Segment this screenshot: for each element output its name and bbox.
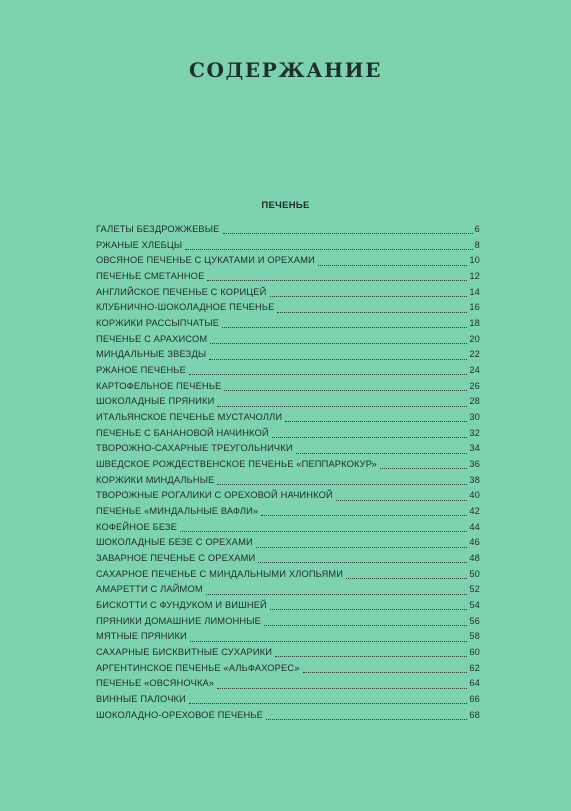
toc-entry-page: 48 [469, 553, 480, 564]
toc-entry-page: 58 [469, 631, 480, 642]
toc-entry-title: САХАРНЫЕ БИСКВИТНЫЕ СУХАРИКИ [96, 647, 273, 658]
toc-entry[interactable] [96, 457, 480, 473]
toc-entry-title: ГАЛЕТЫ БЕЗДРОЖЖЕВЫЕ [96, 224, 220, 234]
toc-entry-page: 66 [469, 694, 480, 705]
toc-entry[interactable] [96, 285, 480, 301]
toc-entry-page: 62 [469, 662, 480, 673]
toc-list [96, 222, 480, 724]
toc-entry[interactable] [96, 379, 480, 395]
toc-entry-title: ИТАЛЬЯНСКОЕ ПЕЧЕНЬЕ МУСТАЧОЛЛИ [96, 412, 283, 423]
toc-entry-page: 46 [469, 537, 480, 548]
toc-entry[interactable] [96, 347, 480, 363]
toc-entry-title: ЗАВАРНОЕ ПЕЧЕНЬЕ С ОРЕХАМИ [96, 553, 256, 564]
toc-entry-title: МЯТНЫЕ ПРЯНИКИ [96, 631, 187, 642]
toc-entry-page: 20 [469, 333, 480, 344]
toc-entry-page: 42 [469, 506, 480, 517]
toc-entry-page: 54 [469, 600, 480, 611]
dot-leader [272, 429, 468, 438]
toc-entry-title: АНГЛИЙСКОЕ ПЕЧЕНЬЕ С КОРИЦЕЙ [96, 286, 267, 297]
toc-entry-page: 38 [469, 474, 480, 485]
toc-entry-title: САХАРНОЕ ПЕЧЕНЬЕ С МИНДАЛЬНЫМИ ХЛОПЬЯМИ [96, 568, 344, 579]
dot-leader [264, 617, 467, 626]
toc-entry-page: 6 [474, 224, 480, 234]
toc-entry-title: ТВОРОЖНЫЕ РОГАЛИКИ С ОРЕХОВОЙ НАЧИНКОЙ [96, 490, 333, 501]
dot-leader [258, 554, 467, 563]
toc-entry-title: ПЕЧЕНЬЕ «ОВСЯНОЧКА» [96, 678, 215, 689]
toc-entry[interactable] [96, 692, 480, 708]
dot-leader [270, 288, 468, 297]
dot-leader [224, 382, 467, 391]
toc-entry[interactable] [96, 629, 480, 645]
dot-leader [266, 711, 467, 720]
dot-leader [210, 335, 467, 344]
toc-entry[interactable] [96, 238, 480, 254]
toc-entry-title: ШОКОЛАДНЫЕ БЕЗЕ С ОРЕХАМИ [96, 537, 253, 548]
dot-leader [222, 319, 467, 328]
toc-entry-title: МИНДАЛЬНЫЕ ЗВЕЗДЫ [96, 349, 207, 360]
toc-entry-title: ПРЯНИКИ ДОМАШНИЕ ЛИМОННЫЕ [96, 615, 262, 626]
toc-entry-page: 22 [469, 349, 480, 360]
toc-entry[interactable] [96, 269, 480, 285]
toc-entry[interactable] [96, 363, 480, 379]
dot-leader [336, 492, 468, 501]
toc-entry-title: ШОКОЛАДНЫЕ ПРЯНИКИ [96, 396, 215, 407]
toc-entry[interactable] [96, 473, 480, 489]
toc-entry[interactable] [96, 316, 480, 332]
dot-leader [207, 272, 467, 281]
dot-leader [206, 586, 468, 595]
toc-entry[interactable] [96, 394, 480, 410]
dot-leader [217, 476, 467, 485]
toc-entry[interactable] [96, 614, 480, 630]
dot-leader [261, 507, 467, 516]
toc-entry-page: 40 [469, 490, 480, 501]
toc-entry[interactable] [96, 520, 480, 536]
toc-entry-page: 12 [469, 271, 480, 282]
dot-leader [189, 366, 467, 375]
toc-entry-page: 18 [469, 318, 480, 329]
dot-leader [223, 225, 473, 234]
dot-leader [346, 570, 467, 579]
toc-entry[interactable] [96, 410, 480, 426]
toc-entry-title: ПЕЧЕНЬЕ С АРАХИСОМ [96, 333, 208, 344]
dot-leader [303, 664, 468, 673]
toc-entry[interactable] [96, 488, 480, 504]
toc-entry-page: 36 [469, 459, 480, 470]
dot-leader [209, 351, 467, 360]
toc-entry[interactable] [96, 426, 480, 442]
toc-entry-title: ВИННЫЕ ПАЛОЧКИ [96, 694, 186, 705]
toc-entry-page: 32 [469, 427, 480, 438]
toc-entry-page: 30 [469, 412, 480, 423]
toc-entry[interactable] [96, 504, 480, 520]
toc-entry[interactable] [96, 661, 480, 677]
toc-entry-title: КАРТОФЕЛЬНОЕ ПЕЧЕНЬЕ [96, 380, 222, 391]
section-title: ПЕЧЕНЬЕ [261, 200, 310, 211]
toc-entry-page: 16 [469, 302, 480, 313]
toc-entry-title: КОФЕЙНОЕ БЕЗЕ [96, 521, 178, 532]
toc-entry[interactable] [96, 645, 480, 661]
toc-entry[interactable] [96, 441, 480, 457]
dot-leader [277, 304, 467, 313]
toc-entry-title: АРГЕНТИНСКОЕ ПЕЧЕНЬЕ «АЛЬФАХОРЕС» [96, 662, 300, 673]
toc-entry-title: КОРЖИКИ РАССЫПЧАТЫЕ [96, 318, 220, 329]
dot-leader [217, 680, 467, 689]
toc-entry-title: ОВСЯНОЕ ПЕЧЕНЬЕ С ЦУКАТАМИ И ОРЕХАМИ [96, 255, 315, 266]
toc-entry-page: 24 [469, 365, 480, 376]
toc-entry-page: 56 [469, 615, 480, 626]
dot-leader [275, 648, 467, 657]
toc-entry-page: 26 [469, 380, 480, 391]
dot-leader [285, 413, 467, 422]
dot-leader [189, 695, 467, 704]
page-title: СОДЕРЖАНИЕ [189, 58, 382, 82]
toc-entry-page: 8 [474, 239, 480, 250]
toc-entry[interactable] [96, 222, 480, 238]
toc-entry-page: 14 [469, 286, 480, 297]
toc-entry-page: 50 [469, 568, 480, 579]
dot-leader [217, 398, 467, 407]
toc-entry-title: ШОКОЛАДНО-ОРЕХОВОЕ ПЕЧЕНЬЕ [96, 709, 263, 720]
toc-entry-title: БИСКОТТИ С ФУНДУКОМ И ВИШНЕЙ [96, 600, 267, 611]
toc-entry-page: 34 [469, 443, 480, 454]
dot-leader [180, 523, 467, 532]
toc-entry[interactable] [96, 535, 480, 551]
dot-leader [270, 601, 467, 610]
toc-entry-title: РЖАНЫЕ ХЛЕБЦЫ [96, 239, 183, 250]
dot-leader [190, 633, 467, 642]
toc-entry-title: КОРЖИКИ МИНДАЛЬНЫЕ [96, 474, 215, 485]
toc-entry-title: РЖАНОЕ ПЕЧЕНЬЕ [96, 365, 187, 376]
toc-entry[interactable] [96, 582, 480, 598]
toc-entry-title: ПЕЧЕНЬЕ С БАНАНОВОЙ НАЧИНКОЙ [96, 427, 269, 438]
dot-leader [256, 539, 468, 548]
toc-entry-title: ПЕЧЕНЬЕ СМЕТАННОЕ [96, 271, 205, 282]
toc-entry-title: ПЕЧЕНЬЕ «МИНДАЛЬНЫЕ ВАФЛИ» [96, 506, 259, 517]
dot-leader [296, 445, 468, 454]
toc-entry[interactable] [96, 598, 480, 614]
toc-entry-title: АМАРЕТТИ С ЛАЙМОМ [96, 584, 203, 595]
dot-leader [185, 241, 472, 250]
toc-entry[interactable] [96, 332, 480, 348]
toc-entry-page: 10 [469, 255, 480, 266]
dot-leader [380, 460, 467, 469]
toc-entry-page: 60 [469, 647, 480, 658]
toc-entry[interactable] [96, 676, 480, 692]
toc-entry-page: 52 [469, 584, 480, 595]
toc-entry-page: 64 [469, 678, 480, 689]
toc-entry[interactable] [96, 300, 480, 316]
toc-entry-page: 28 [469, 396, 480, 407]
toc-entry-title: ШВЕДСКОЕ РОЖДЕСТВЕНСКОЕ ПЕЧЕНЬЕ «ПЕППАРКОКУР» [96, 459, 377, 470]
toc-entry-title: ТВОРОЖНО-САХАРНЫЕ ТРЕУГОЛЬНИЧКИ [96, 443, 293, 454]
toc-entry[interactable] [96, 253, 480, 269]
toc-entry-page: 68 [469, 709, 480, 720]
toc-entry[interactable] [96, 708, 480, 724]
toc-entry[interactable] [96, 567, 480, 583]
toc-entry-page: 44 [469, 521, 480, 532]
toc-entry-title: КЛУБНИЧНО-ШОКОЛАДНОЕ ПЕЧЕНЬЕ [96, 302, 275, 313]
dot-leader [318, 257, 468, 266]
toc-entry[interactable] [96, 551, 480, 567]
